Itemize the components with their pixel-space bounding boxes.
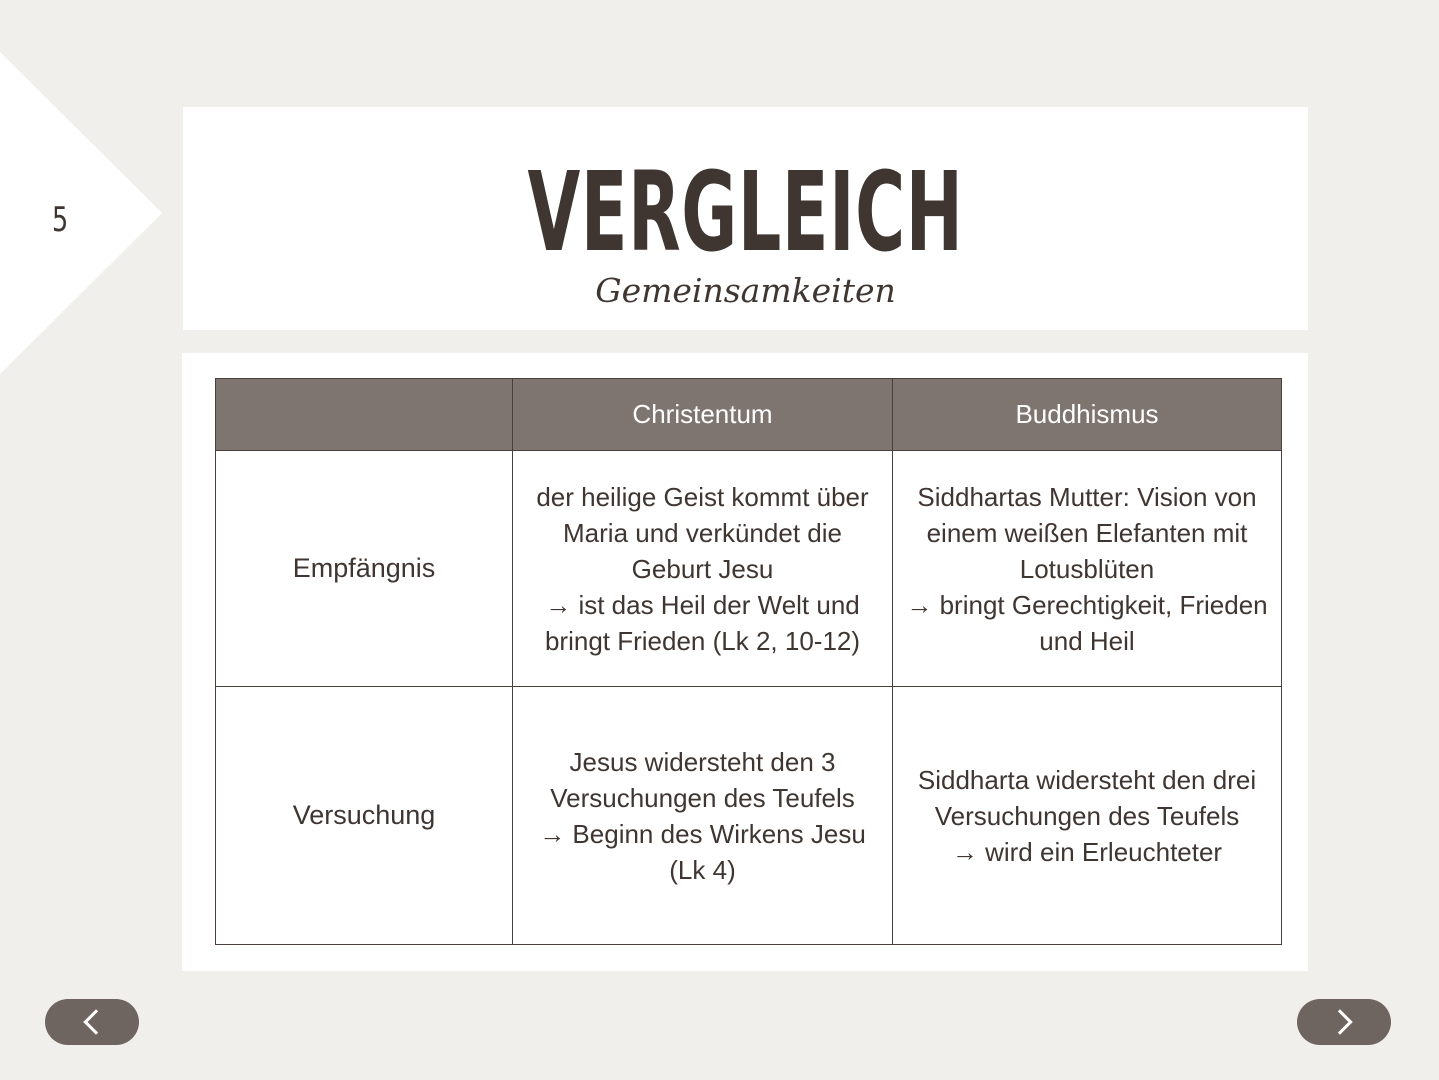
row-label-empfaengnis: Empfängnis — [216, 451, 513, 687]
cell-line: → wird ein Erleuchteter — [951, 836, 1223, 867]
cell-line: → bringt Gerechtigkeit, Frieden — [906, 589, 1268, 620]
table-header-row — [216, 379, 1282, 451]
page-number: 5 — [52, 200, 69, 240]
corner-triangle-decoration — [0, 52, 162, 374]
header-buddhismus: Buddhismus — [893, 379, 1282, 451]
row-label-versuchung: Versuchung — [216, 687, 513, 945]
header-christentum: Christentum — [513, 379, 893, 451]
table-row — [216, 687, 1282, 945]
slide-title: VERGLEICH — [527, 148, 964, 276]
cell-line: und Heil — [1039, 625, 1135, 656]
cell-line: (Lk 4) — [669, 854, 736, 885]
cell-line: Lotusblüten — [1019, 553, 1155, 584]
cell-buddhismus-versuchung — [893, 687, 1282, 945]
content-card — [182, 353, 1308, 971]
cell-line: bringt Frieden (Lk 2, 10-12) — [544, 625, 861, 656]
chevron-left-icon — [83, 1009, 108, 1034]
cell-line: Siddharta widersteht den drei — [917, 764, 1257, 795]
cell-line: einem weißen Elefanten mit — [926, 517, 1248, 548]
cell-line: Jesus widersteht den 3 — [569, 746, 836, 777]
table-row — [216, 451, 1282, 687]
cell-line: → ist das Heil der Welt und — [545, 589, 860, 620]
cell-line: → Beginn des Wirkens Jesu — [539, 818, 866, 849]
cell-line: Siddhartas Mutter: Vision von — [917, 481, 1257, 512]
next-slide-button[interactable] — [1297, 999, 1391, 1045]
cell-christentum-empfaengnis — [513, 451, 893, 687]
cell-line: Versuchungen des Teufels — [934, 800, 1240, 831]
cell-line: Geburt Jesu — [631, 553, 774, 584]
cell-line: der heilige Geist kommt über — [536, 481, 869, 512]
cell-buddhismus-empfaengnis — [893, 451, 1282, 687]
cell-christentum-versuchung — [513, 687, 893, 945]
title-card — [183, 107, 1308, 330]
comparison-table — [215, 378, 1282, 945]
chevron-right-icon — [1327, 1009, 1352, 1034]
cell-line: Maria und verkündet die — [563, 517, 842, 548]
header-empty-cell — [216, 379, 513, 451]
slide-subtitle: Gemeinsamkeiten — [595, 271, 896, 310]
previous-slide-button[interactable] — [45, 999, 139, 1045]
cell-line: Versuchungen des Teufels — [550, 782, 855, 813]
